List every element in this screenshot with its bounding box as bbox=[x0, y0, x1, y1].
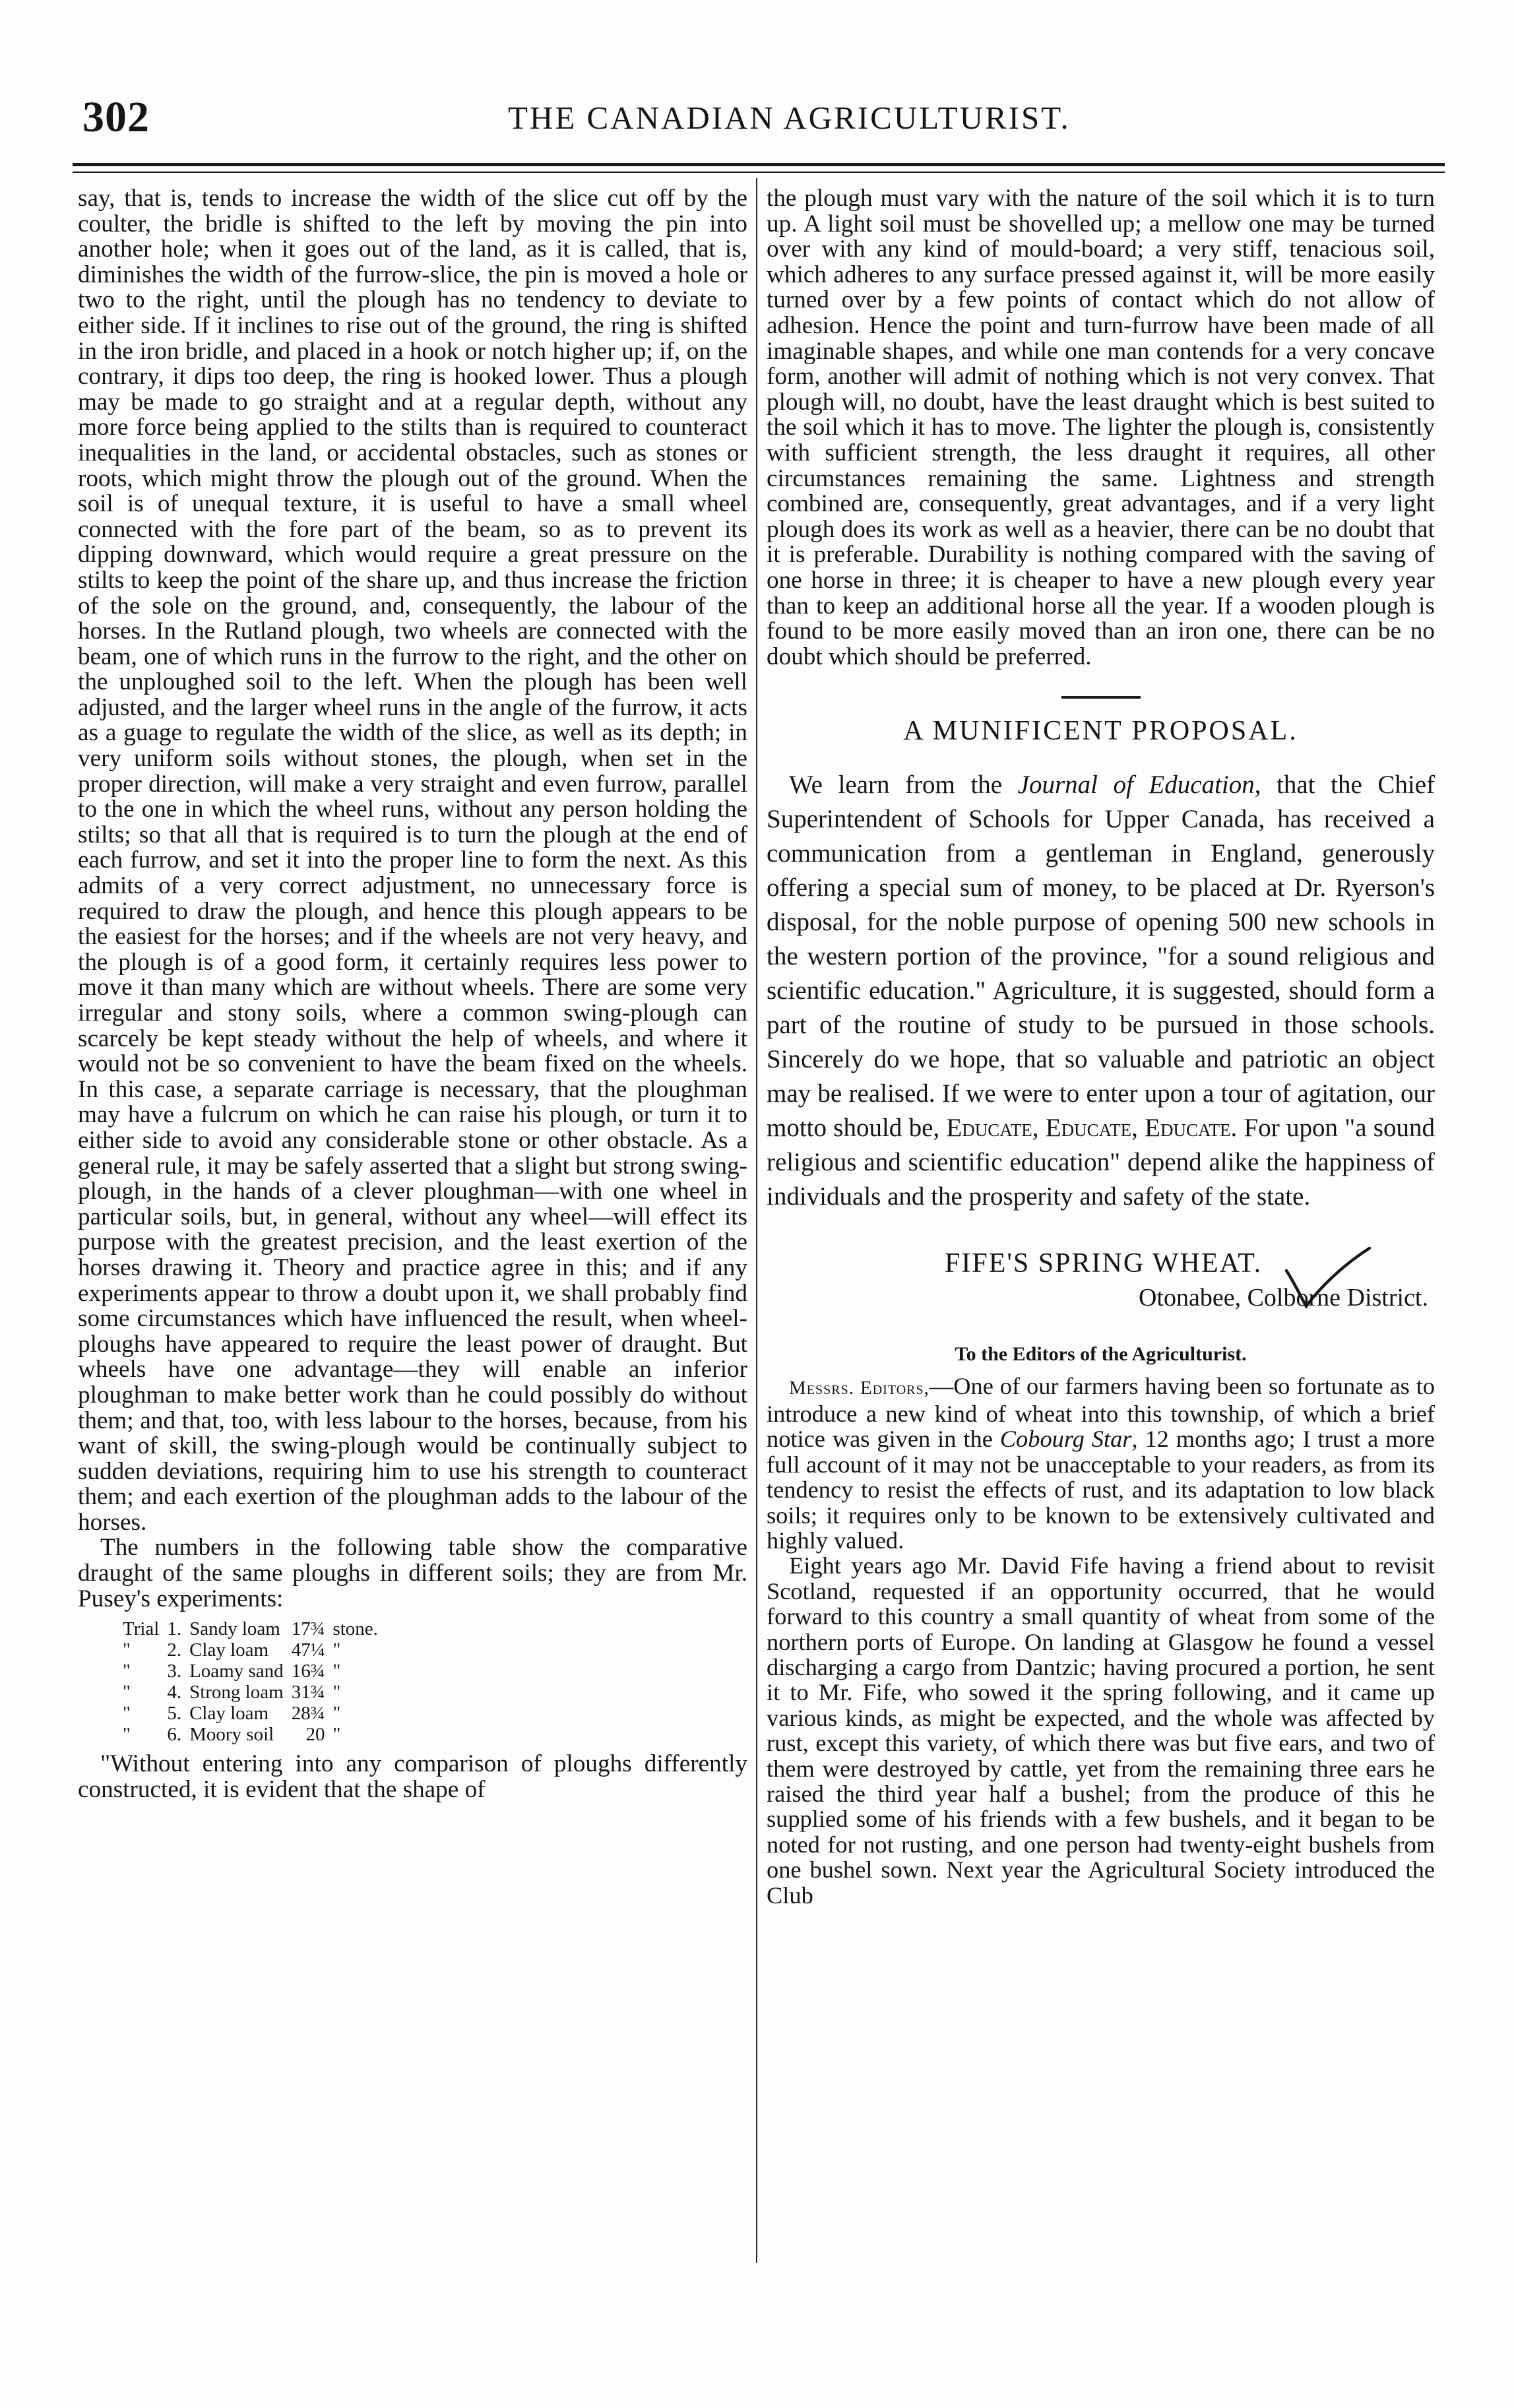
trial-number: 1. bbox=[167, 1618, 182, 1640]
trial-soil: Clay loam bbox=[189, 1703, 269, 1725]
table-row bbox=[119, 1639, 382, 1661]
motto: Educate, Educate, Educate. bbox=[946, 1113, 1238, 1142]
trial-number: 5. bbox=[167, 1703, 182, 1725]
trial-soil: Sandy loam bbox=[189, 1618, 280, 1640]
left-column bbox=[78, 186, 747, 1802]
trial-soil: Clay loam bbox=[189, 1639, 269, 1661]
trial-prefix: " bbox=[123, 1724, 131, 1746]
comparison-paragraph: "Without entering into any comparison of ploughs differently constructed, it is evident that the shape of bbox=[78, 1750, 747, 1803]
table-row bbox=[119, 1724, 382, 1745]
header-rule bbox=[73, 163, 1445, 166]
proposal-paragraph: We learn from the Journal of Education, that the Chief Superintendent of Schools for Upper Canada, has received a communication from a gentleman in England, generously offering a special sum of money, to be placed at Dr. Ryerson's disposal, for the noble purpose of opening 500 new schools in the western portion of the province, "for a sound religious and scientific education." Agriculture, it is suggested, should form a part of the routine of study to be pursued in those schools. Sincerely do we hope, that so valuable and patriotic an object may be realised. If we were to enter upon a tour of agitation, our motto should be, Educate, Educate, Educate. For upon "a sound religious and scientific education" depend alike the happiness of individuals and the prosperity and safety of the state. bbox=[767, 770, 1435, 1211]
trial-value: 28¾ bbox=[291, 1703, 325, 1725]
trial-value: 20 bbox=[305, 1724, 325, 1746]
wheat-heading: FIFE'S SPRING WHEAT. bbox=[945, 1248, 1263, 1279]
trial-value: 47¼ bbox=[291, 1639, 325, 1661]
cobourg-star: Cobourg Star bbox=[999, 1426, 1132, 1453]
draught-table bbox=[119, 1618, 382, 1745]
trial-unit: stone. bbox=[332, 1618, 378, 1640]
right-column bbox=[767, 186, 1435, 1908]
trial-unit: " bbox=[332, 1639, 341, 1661]
trial-unit: " bbox=[332, 1724, 341, 1746]
trial-value: 31¾ bbox=[291, 1682, 325, 1703]
table-row bbox=[119, 1661, 382, 1682]
trial-unit: " bbox=[332, 1661, 341, 1682]
header-rule-thin bbox=[73, 172, 1445, 173]
trial-value: 17¾ bbox=[291, 1618, 325, 1640]
editors-line: To the Editors of the Agriculturist. bbox=[955, 1343, 1247, 1365]
trial-number: 3. bbox=[167, 1661, 182, 1682]
section-divider bbox=[1061, 696, 1141, 699]
trial-value: 16¾ bbox=[291, 1661, 325, 1682]
wheat-place: Otonabee, Colborne District. bbox=[1138, 1283, 1428, 1312]
plough-paragraph: say, that is, tends to increase the width of the slice cut off by the coulter, the bridle is shifted to the left by moving the pin into another hole; when it goes out of the land, as it is called, that is, diminishes the width of the furrow-slice, the pin is moved a hole or two to the right, until the plough has no tendency to deviate to either side. If it inclines to rise out of the ground, the ring is shifted in the iron bridle, and placed in a hook or notch higher up; if, on the contrary, it dips too deep, the ring is hooked lower. Thus a plough may be made to go straight and at a regular depth, without any more force being applied to the stilts than is required to counteract inequalities in the land, or accidental obstacles, such as stones or roots, which might throw the plough out of the ground. When the soil is of unequal texture, it is useful to have a small wheel connected with the fore part of the beam, so as to prevent its dipping downward, which would require a great pressure on the stilts to keep the point of the share up, and thus increase the friction of the sole on the ground, and, consequently, the labour of the horses. In the Rutland plough, two wheels are connected with the beam, one of which runs in the furrow to the right, and the other on the unploughed soil to the left. When the plough has been well adjusted, and the larger wheel runs in the angle of the furrow, it acts as a guage to regulate the width of the slice, as well as its depth; in very uniform soils without stones, the plough, when set in the proper direction, will make a very straight and even furrow, parallel to the one in which the wheel runs, without any person holding the stilts; so that all that is required is to turn the plough at the end of each furrow, and set it into the proper line to form the next. As this admits of a very correct adjustment, no unnecessary force is required to draw the plough, and hence this plough appears to be the easiest for the horses; and if the wheels are not very heavy, and the plough is of a good form, it certainly requires less power to move it than many which are without wheels. There are some very irregular and stony soils, where a common swing-plough can scarcely be kept steady without the help of wheels, and where it would not be so convenient to have the beam fixed on the wheels. In this case, a separate carriage is necessary, that the ploughman may have a fulcrum on which he can raise his plough, or turn it to either side to avoid any considerable stone or other obstacle. As a general rule, it may be safely asserted that a slight but strong swing-plough, in the hands of a clever ploughman—with one wheel in particular soils, but, in general, without any wheel—will effect its purpose with the greatest precision, and the least exertion of the horses drawing it. Theory and practice agree in this; and if any experiments appear to throw a doubt upon it, we shall probably find some circumstances which have influenced the result, when wheel-ploughs have appeared to require the least power of draught. But wheels have one advantage—they will enable an inferior ploughman to make better work than he could possibly do without them; and that, too, with less labour to the horses, because, from his want of skill, the swing-plough would be continually subject to sudden deviations, requiring him to use his strength to counteract them; and each exertion of the ploughman adds to the labour of the horses. bbox=[78, 185, 747, 1536]
journal-title: Journal of Education bbox=[1017, 770, 1255, 799]
fife-paragraph: Eight years ago Mr. David Fife having a friend about to revisit Scotland, requested if an opportunity occurred, that he would forward to this country a small quantity of wheat from some of the northern ports of Europe. On landing at Glasgow he found a vessel discharging a cargo from Dantzic; having procured a portion, he sent it to Mr. Fife, who sowed it the spring following, and it came up various kinds, as might be expected, and the whole was affected by rust, except this variety, of which there was but five ears, and two of them were destroyed by cattle, yet from the remaining three ears he raised the third year half a bushel; from the produce of this he supplied some of his friends with a few bushels, and it began to be noted for not rusting, and one person had twenty-eight bushels from one bushel sown. Next year the Agricultural Society introduced the Club bbox=[767, 1552, 1435, 1909]
trial-prefix: Trial bbox=[123, 1618, 160, 1640]
plough-shape-paragraph: the plough must vary with the nature of the soil which it is to turn up. A light soil must be shovelled up; a mellow one may be turned over with any kind of mould-board; a very stiff, tenacious soil, which adheres to any surface pressed against it, will be more easily turned over by a few points of contact which do not allow of adhesion. Hence the point and turn-furrow have been made of all imaginable shapes, and while one man contends for a very concave form, another will admit of nothing which is not very convex. That plough will, no doubt, have the least draught which is best suited to the soil which it has to move. The lighter the plough is, consistently with sufficient strength, the less draught it requires, all other circumstances remaining the same. Lightness and strength combined are, consequently, great advantages, and if a very light plough does its work as well as a heavier, there can be no doubt that it is preferable. Durability is nothing compared with the saving of one horse in three; it is cheaper to have a new plough every year than to keep an additional horse all the year. If a wooden plough is found to be more easily moved than an iron one, there can be no doubt which should be preferred. bbox=[767, 185, 1435, 670]
trial-prefix: " bbox=[123, 1661, 131, 1682]
proposal-heading: A MUNIFICENT PROPOSAL. bbox=[903, 716, 1298, 747]
letter-paragraph: Messrs. Editors,—One of our farmers having been so fortunate as to introduce a new kind of wheat into this township, of which a brief notice was given in the Cobourg Star, 12 months ago; I trust a more full account of it may not be unacceptable to your readers, as from its tendency to resist the effects of rust, and its adaptation to low black soils; it requires only to be known to be extensively cultivated and highly valued. bbox=[767, 1373, 1435, 1554]
trial-soil: Moory soil bbox=[189, 1724, 274, 1746]
trial-prefix: " bbox=[123, 1639, 131, 1661]
trial-number: 4. bbox=[167, 1682, 182, 1703]
trial-unit: " bbox=[332, 1703, 341, 1725]
trial-number: 2. bbox=[167, 1639, 182, 1661]
table-row bbox=[119, 1682, 382, 1703]
trial-prefix: " bbox=[123, 1703, 131, 1725]
salutation: Messrs. Editors, bbox=[789, 1378, 930, 1399]
page-number: 302 bbox=[82, 93, 150, 141]
trial-prefix: " bbox=[123, 1682, 131, 1703]
trial-number: 6. bbox=[167, 1724, 182, 1746]
trial-soil: Loamy sand bbox=[189, 1661, 284, 1682]
wheat-heading-block bbox=[767, 1244, 1435, 1337]
table-row bbox=[119, 1703, 382, 1724]
trial-unit: " bbox=[332, 1682, 341, 1703]
table-intro-paragraph: The numbers in the following table show the comparative draught of the same ploughs in different soils; they are from Mr. Pusey's experiments: bbox=[78, 1534, 747, 1612]
trial-soil: Strong loam bbox=[189, 1682, 284, 1703]
running-title: THE CANADIAN AGRICULTURIST. bbox=[508, 100, 1071, 136]
table-row bbox=[119, 1618, 382, 1639]
column-divider bbox=[756, 178, 757, 2263]
